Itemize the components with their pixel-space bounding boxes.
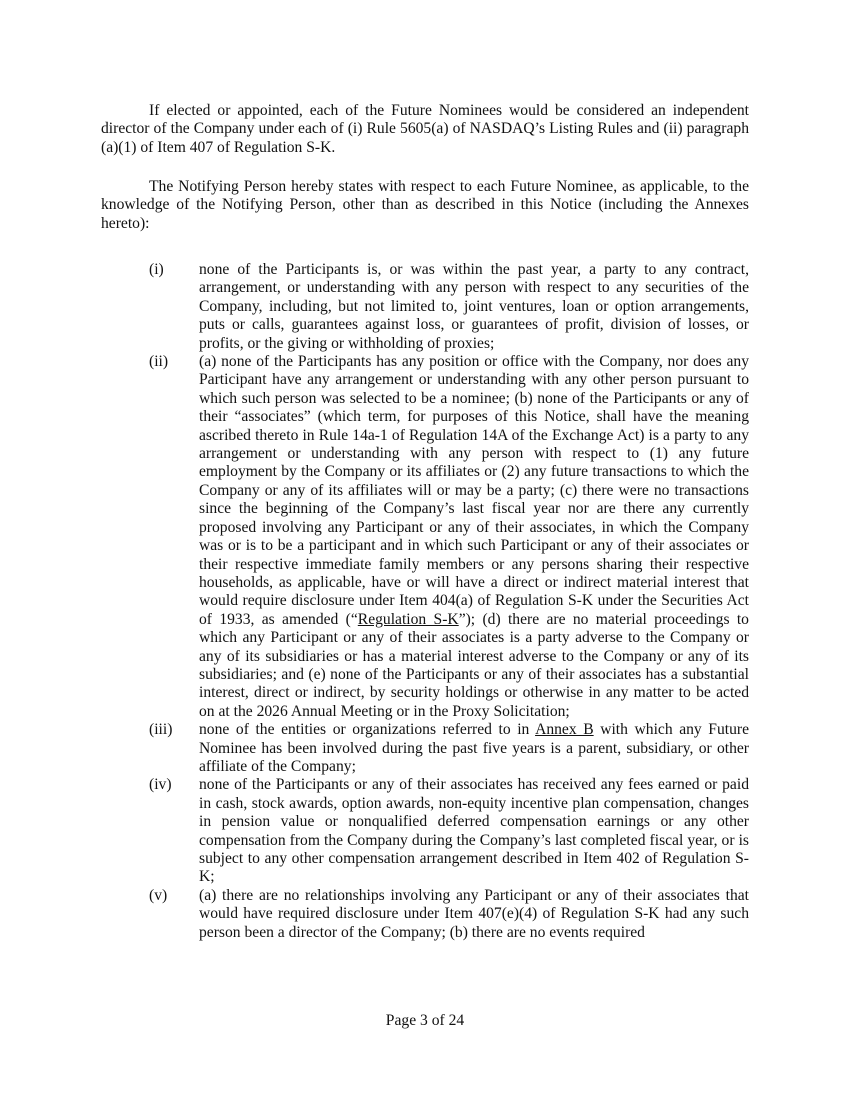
list-item [101, 353, 749, 721]
list-item-number: (ii) [149, 353, 169, 371]
list-item [101, 887, 749, 942]
list-item-number: (v) [149, 886, 168, 904]
disclosure-list [101, 261, 749, 942]
page-number-footer: Page 3 of 24 [385, 1012, 465, 1029]
list-item-text: none of the Participants is, or was within the past year, a party to any contract, arrangement, or understanding with any person with respect to any securities of the Company, including, but not limited to, joint ventures, loan or option arrangements, puts or calls, guarantees against loss, or guarantees of profit, division of losses, or profits, or the giving or withholding of proxies; [199, 261, 749, 352]
list-item-text-part: ”); (d) there are no material proceedings to which any Participant or any of their associates is a party adverse to the Company or any of its subsidiaries or has a material interest adverse to the Company or any of its subsidiaries; and (e) none of the Participants or any of their associates has a substantial interest, direct or indirect, by security holdings or otherwise in any matter to be acted on at the 2026 Annual Meeting or in the Proxy Solicitation; [199, 610, 749, 720]
regulation-sk-defined-term: Regulation S-K [357, 610, 459, 628]
list-item-text-part: with which any Future Nominee has been involved during the past five years is a parent, subsidiary, or other affiliate of the Company; [199, 721, 750, 775]
list-item-text: (a) there are no relationships involving any Participant or any of their associates that would have required disclosure under Item 407(e)(4) of Regulation S-K had any such person been a director of the Company; (b) there are no events required [199, 886, 749, 941]
list-item-text [199, 721, 749, 776]
annex-b-reference: Annex B [535, 721, 594, 739]
list-item-text [199, 353, 749, 721]
list-item-number: (iv) [149, 776, 172, 794]
list-item [101, 776, 749, 886]
list-item-text-part: none of the entities or organizations referred to in [199, 721, 536, 739]
paragraph-statement: The Notifying Person hereby states with respect to each Future Nominee, as applicable, to the knowledge of the Notifying Person, other than as described in this Notice (including the Annexes hereto): [101, 178, 749, 232]
paragraph-independence: If elected or appointed, each of the Future Nominees would be considered an independent director of the Company under each of (i) Rule 5605(a) of NASDAQ’s Listing Rules and (ii) paragraph (a)(1) of Item 407 of Regulation S-K. [101, 102, 749, 156]
list-item-text: none of the Participants or any of their associates has received any fees earned or paid in cash, stock awards, option awards, non-equity incentive plan compensation, changes in pension value or nonqualified deferred compensation earnings or any other compensation from the Company during the Company’s last completed fiscal year, or is subject to any other compensation arrangement described in Item 402 of Regulation S-K; [199, 776, 749, 886]
list-item [101, 261, 749, 353]
list-item-text-part: (a) none of the Participants has any position or office with the Company, nor does any Participant have any arrangement or understanding with any other person pursuant to which such person was selected to be a nominee; (b) none of the Participants or any of their “associates” (which term, for purposes of this Notice, shall have the meaning ascribed thereto in Rule 14a-1 of Regulation 14A of the Exchange Act) is a party to any arrangement or understanding with any person with respect to (1) any future employment by the Company or its affiliates or (2) any future transactions to which the Company or any of its affiliates will or may be a party; (c) there were no transactions since the beginning of the Company’s last fiscal year nor are there any currently proposed involving any Participant or any of their associates, in which the Company was or is to be a participant and in which such Participant or any of their associates or their respective immediate family members or any persons sharing their respective households, as applicable, have or will have a direct or indirect material interest that would require disclosure under Item 404(a) of Regulation S-K under the Securities Act of 1933, as amended (“ [199, 353, 749, 628]
list-item-number: (i) [149, 261, 164, 278]
list-item-number: (iii) [149, 721, 173, 739]
list-item [101, 721, 749, 776]
